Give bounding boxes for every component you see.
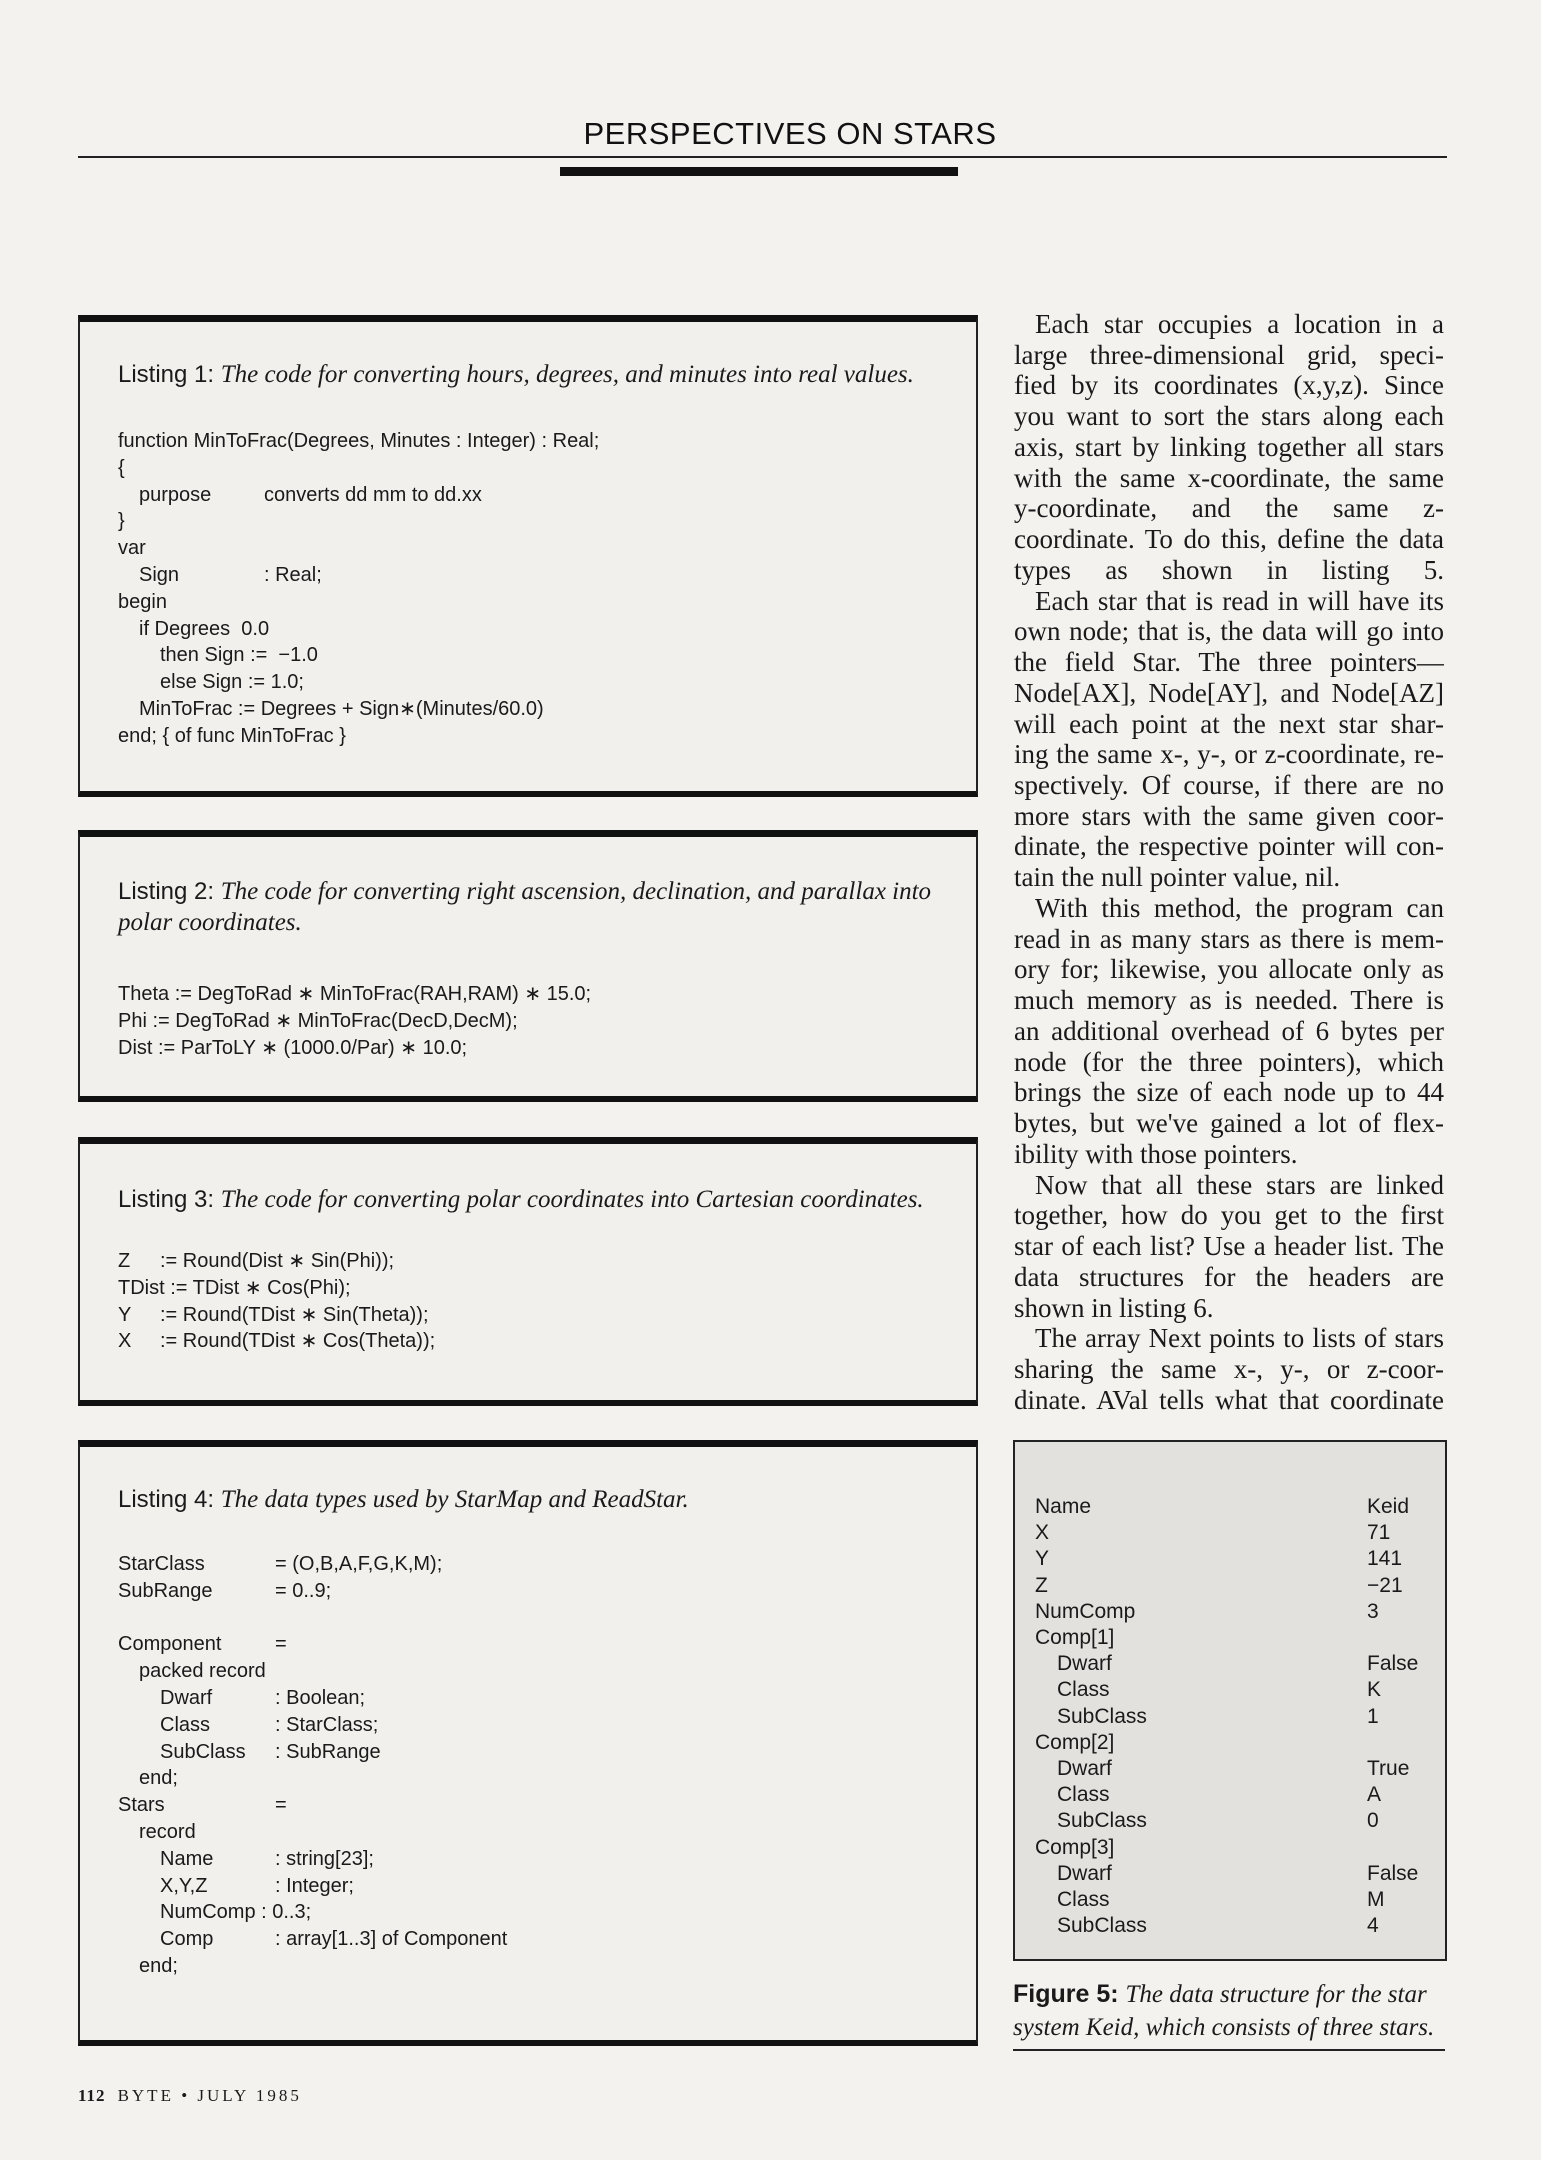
figure-row: [1015, 1887, 1445, 1913]
field-value: False: [1367, 1652, 1419, 1676]
listing-4: [78, 1440, 978, 2046]
body-text-line: ory for; likewise, you allocate only as: [1014, 954, 1444, 985]
code-line: [118, 1685, 956, 1712]
figure-5-data-structure: [1013, 1440, 1447, 1961]
article-body-text: [1014, 309, 1444, 1415]
code-text: Stars: [118, 1794, 165, 1817]
figure-row: [1015, 1520, 1445, 1546]
field-name: NumComp: [1035, 1599, 1136, 1623]
code-text: var: [118, 537, 146, 560]
code-line: [118, 1765, 956, 1792]
code-text: TDist := TDist ∗ Cos(Phi);: [118, 1276, 351, 1299]
code-text-column: = (O,B,A,F,G,K,M);: [275, 1553, 443, 1575]
listing-label: Listing 2:: [118, 878, 215, 905]
body-text-line: bytes, but we've gained a lot of flex-: [1014, 1108, 1444, 1139]
body-text-line: much memory as is needed. There is: [1014, 985, 1444, 1016]
code-text-column: := Round(Dist ∗ Sin(Phi));: [160, 1250, 395, 1272]
code-text: Theta := DegToRad ∗ MinToFrac(RAH,RAM) ∗ 15.0;: [118, 983, 592, 1005]
listing-code: [118, 428, 956, 750]
figure-row: [1015, 1651, 1445, 1677]
code-line: [118, 1873, 956, 1900]
body-text-line: own node; that is, the data will go into: [1014, 616, 1444, 647]
listing-label: Listing 1:: [118, 361, 215, 388]
body-text-line: read in as many stars as there is mem-: [1014, 923, 1444, 954]
listing-code: [118, 981, 956, 1061]
body-text-line: Each star occupies a location in a: [1035, 309, 1444, 339]
code-line: [118, 1551, 956, 1578]
listing-title: [118, 1184, 946, 1215]
field-name: Name: [1035, 1495, 1092, 1518]
code-text: SubRange: [118, 1579, 213, 1602]
code-text: StarClass: [118, 1553, 205, 1575]
body-text-line: sharing the same x-, y-, or z-coor-: [1014, 1353, 1444, 1384]
code-line: [118, 589, 956, 616]
code-line: [118, 1792, 956, 1819]
code-text-column: : array[1..3] of Component: [275, 1928, 508, 1951]
code-text: begin: [118, 590, 167, 613]
figure-row: [1015, 1704, 1445, 1730]
field-value: True: [1367, 1757, 1410, 1780]
field-value: A: [1367, 1783, 1382, 1807]
figure-row: [1015, 1861, 1445, 1887]
field-value: 71: [1367, 1521, 1391, 1545]
listing-description: The code for converting polar coordinates into Cartesian coordinates.: [220, 1186, 924, 1213]
body-text-line: ing the same x-, y-, or z-coordinate, re-: [1014, 739, 1444, 770]
body-text-line: dinate, the respective pointer will con-: [1014, 831, 1444, 862]
code-line: [118, 1578, 956, 1605]
code-text: Phi := DegToRad ∗ MinToFrac(DecD,DecM);: [118, 1009, 518, 1032]
listing-1: [78, 315, 978, 797]
running-head-title: PERSPECTIVES ON STARS: [583, 116, 997, 151]
body-text-line: shown in listing 6.: [1014, 1292, 1214, 1323]
header-rule: [78, 156, 1447, 158]
field-name: Comp[2]: [1035, 1730, 1115, 1754]
body-text-line: ibility with those pointers.: [1014, 1138, 1298, 1169]
figure-row: [1015, 1782, 1445, 1808]
code-line: [118, 642, 956, 669]
code-text: end; { of func MinToFrac }: [118, 724, 346, 747]
body-text-line: fied by its coordinates (x,y,z). Since: [1014, 370, 1444, 401]
code-text: Class: [160, 1713, 211, 1736]
figure-caption-text: The data structure for the star system Keid, which consists of three stars.: [1013, 1981, 1435, 2041]
figure-row: [1015, 1546, 1445, 1572]
code-text: SubClass: [160, 1740, 246, 1763]
figure-row: [1015, 1573, 1445, 1599]
field-value: 0: [1367, 1809, 1379, 1833]
field-name: Dwarf: [1057, 1861, 1112, 1885]
figure-5-caption: [1013, 1978, 1445, 2044]
code-line: [118, 1008, 956, 1035]
code-line: [118, 1819, 956, 1846]
code-text-column: : SubRange: [275, 1740, 381, 1763]
code-text: function MinToFrac(Degrees, Minutes : Integer) : Real;: [118, 430, 600, 452]
code-line: [118, 1658, 956, 1685]
code-text: }: [118, 510, 125, 533]
figure-row: [1015, 1835, 1445, 1861]
field-name: SubClass: [1057, 1914, 1147, 1938]
body-text-line: node (for the three pointers), which: [1014, 1046, 1444, 1077]
body-text-line: brings the size of each node up to 44: [1014, 1077, 1444, 1108]
code-line: [118, 1712, 956, 1739]
code-text: end;: [139, 1767, 178, 1790]
code-text: if Degrees 0.0: [139, 617, 270, 640]
code-text: NumComp : 0..3;: [160, 1901, 312, 1924]
body-text-line: large three-dimensional grid, speci-: [1014, 339, 1444, 370]
code-text-column: = 0..9;: [275, 1579, 332, 1602]
page-number: 112: [78, 2086, 106, 2105]
listing-label: Listing 4:: [118, 1486, 215, 1513]
code-text: Y: [118, 1303, 132, 1326]
code-text: packed record: [139, 1660, 266, 1683]
body-text-line: with the same x-coordinate, the same: [1014, 462, 1444, 493]
code-text-column: =: [275, 1794, 287, 1817]
body-text-line: more stars with the same given coor-: [1014, 800, 1444, 831]
listing-title: [118, 1484, 946, 1515]
listing-code: [118, 1551, 956, 1980]
code-text: {: [118, 456, 125, 479]
code-line: [118, 455, 956, 482]
page-footer: [78, 2086, 302, 2106]
listing-title: [118, 359, 946, 390]
field-value: 1: [1367, 1704, 1379, 1728]
field-name: Comp[1]: [1035, 1626, 1115, 1649]
field-name: Y: [1035, 1547, 1050, 1571]
body-text-line: y-coordinate, and the same z-: [1014, 493, 1444, 524]
code-text-column: := Round(TDist ∗ Sin(Theta));: [160, 1303, 429, 1326]
field-value: Keid: [1367, 1495, 1410, 1518]
field-name: Dwarf: [1057, 1757, 1112, 1780]
figure-rule: [1013, 2049, 1445, 2051]
code-text: Dwarf: [160, 1686, 213, 1709]
body-text-line: Each star that is read in will have its: [1035, 585, 1444, 616]
code-line: [118, 1328, 956, 1355]
code-text: Dist := ParToLY ∗ (1000.0/Par) ∗ 10.0;: [118, 1036, 468, 1059]
code-line: [118, 1739, 956, 1766]
body-text-line: data structures for the headers are: [1014, 1261, 1444, 1292]
code-text: Name: [160, 1847, 214, 1870]
figure-row: [1015, 1913, 1445, 1939]
code-line: [118, 535, 956, 562]
field-name: SubClass: [1057, 1704, 1147, 1728]
code-text: Component: [118, 1633, 222, 1656]
code-text: MinToFrac := Degrees + Sign∗(Minutes/60.0): [139, 697, 544, 720]
field-name: SubClass: [1057, 1809, 1147, 1833]
body-text-line: Node[AX], Node[AY], and Node[AZ]: [1014, 677, 1444, 708]
body-text-line: star of each list? Use a header list. The: [1014, 1231, 1444, 1262]
code-text: else Sign := 1.0;: [160, 671, 304, 694]
code-text: Sign: [139, 563, 180, 586]
code-line: [118, 1899, 956, 1926]
body-text-line: spectively. Of course, if there are no: [1014, 770, 1444, 801]
code-text: end;: [139, 1954, 178, 1977]
code-text-column: : Real;: [264, 563, 322, 586]
field-value: M: [1367, 1888, 1385, 1911]
figure-row: [1015, 1677, 1445, 1703]
body-text-line: tain the null pointer value, nil.: [1014, 862, 1341, 893]
body-text-line: types as shown in listing 5.: [1014, 554, 1444, 585]
figure-row: [1015, 1808, 1445, 1834]
body-text-line: you want to sort the stars along each: [1014, 401, 1444, 432]
body-text-line: dinate. AVal tells what that coordinate: [1014, 1384, 1444, 1415]
body-text-line: an additional overhead of 6 bytes per: [1014, 1015, 1444, 1046]
code-line: [118, 1926, 956, 1953]
field-name: Z: [1035, 1573, 1048, 1597]
code-text: X,Y,Z: [160, 1874, 208, 1897]
code-text: Comp: [160, 1928, 214, 1951]
figure-row: [1015, 1494, 1445, 1520]
code-line: [118, 1302, 956, 1329]
body-text-line: axis, start by linking together all stars: [1014, 431, 1444, 462]
code-line: [118, 1631, 956, 1658]
field-name: Dwarf: [1057, 1652, 1112, 1676]
code-line: [118, 723, 956, 750]
listing-description: The data types used by StarMap and ReadStar.: [220, 1486, 689, 1513]
body-text-line: The array Next points to lists of stars: [1035, 1323, 1444, 1354]
listing-description: The code for converting hours, degrees, and minutes into real values.: [220, 361, 914, 388]
code-line: [118, 1953, 956, 1980]
code-line: [118, 562, 956, 589]
code-line: [118, 669, 956, 696]
code-line: [118, 1275, 956, 1302]
code-line: [118, 616, 956, 643]
listing-code: [118, 1248, 956, 1355]
listing-2: [78, 830, 978, 1102]
code-line: [118, 508, 956, 535]
code-line: [118, 1035, 956, 1062]
body-text-line: Now that all these stars are linked: [1035, 1169, 1444, 1200]
body-text-line: With this method, the program can: [1035, 892, 1444, 923]
figure-label: Figure 5:: [1013, 1980, 1119, 2008]
code-text: purpose: [139, 483, 212, 506]
code-line: [118, 1605, 956, 1632]
code-text-column: : StarClass;: [275, 1713, 379, 1736]
field-name: Class: [1057, 1678, 1110, 1702]
code-text: X: [118, 1330, 132, 1353]
publication-info: BYTE • JULY 1985: [117, 2086, 302, 2105]
header-accent-bar: [560, 167, 958, 176]
code-text: then Sign := −1.0: [160, 644, 318, 667]
field-name: Class: [1057, 1888, 1110, 1911]
field-name: Comp[3]: [1035, 1835, 1115, 1859]
field-value: False: [1367, 1861, 1419, 1885]
field-value: 4: [1367, 1914, 1379, 1938]
code-text-column: converts dd mm to dd.xx: [264, 483, 482, 506]
field-name: X: [1035, 1521, 1050, 1545]
listing-description: The code for converting right ascension, declination, and parallax into polar coordinates.: [118, 878, 932, 936]
field-value: 3: [1367, 1599, 1379, 1623]
field-name: Class: [1057, 1783, 1110, 1807]
code-text-column: =: [275, 1633, 287, 1656]
listing-3: [78, 1137, 978, 1406]
code-text-column: : Integer;: [275, 1874, 354, 1897]
code-text: Z: [118, 1250, 131, 1272]
code-text-column: : Boolean;: [275, 1686, 366, 1709]
code-line: [118, 981, 956, 1008]
body-text-line: coordinate. To do this, define the data: [1014, 524, 1444, 555]
figure-row: [1015, 1756, 1445, 1782]
code-line: [118, 428, 956, 455]
code-line: [118, 1248, 956, 1275]
code-line: [118, 696, 956, 723]
body-text-line: will each point at the next star shar-: [1014, 708, 1444, 739]
figure-row: [1015, 1599, 1445, 1625]
field-value: −21: [1367, 1573, 1403, 1597]
code-line: [118, 482, 956, 509]
figure-row: [1015, 1625, 1445, 1651]
body-text-line: the field Star. The three pointers—: [1014, 647, 1444, 678]
body-text-line: together, how do you get to the first: [1014, 1200, 1444, 1231]
listing-label: Listing 3:: [118, 1186, 215, 1213]
figure-row: [1015, 1730, 1445, 1756]
field-value: 141: [1367, 1547, 1403, 1571]
code-line: [118, 1846, 956, 1873]
listing-title: [118, 876, 946, 938]
code-text: record: [139, 1820, 196, 1843]
field-value: K: [1367, 1678, 1382, 1702]
code-text-column: : string[23];: [275, 1847, 374, 1870]
code-text-column: := Round(TDist ∗ Cos(Theta));: [160, 1330, 436, 1353]
